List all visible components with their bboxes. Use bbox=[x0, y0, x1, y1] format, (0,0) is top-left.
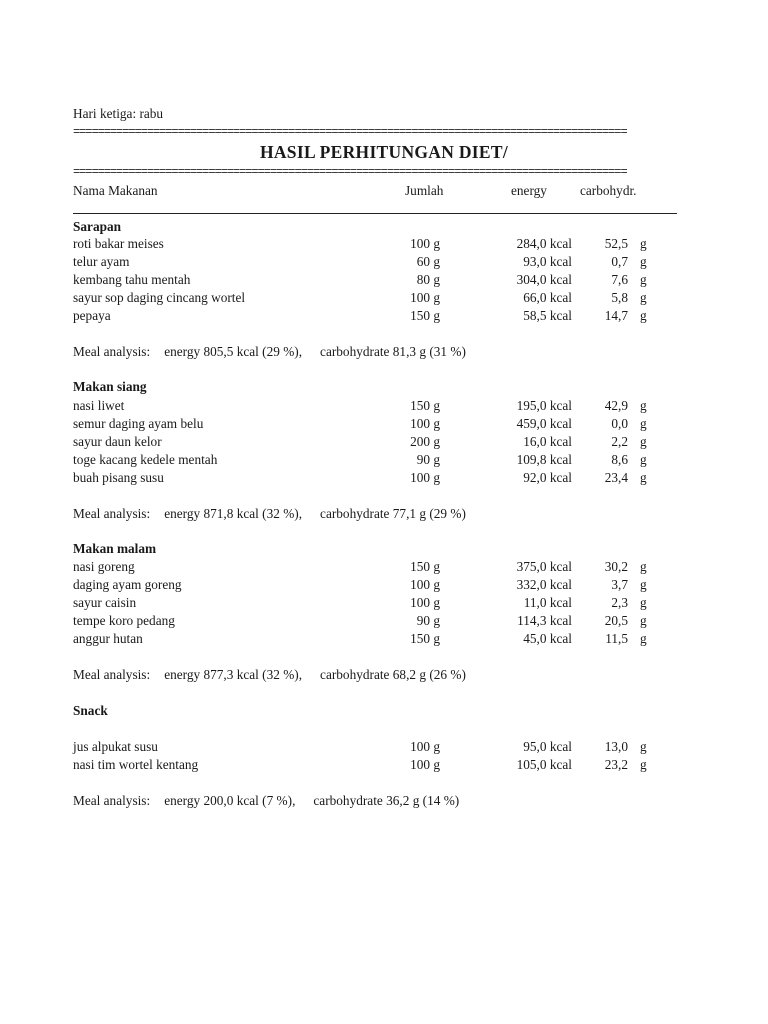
item-name: pepaya bbox=[73, 308, 111, 323]
item-name: nasi goreng bbox=[73, 559, 135, 574]
item-name: buah pisang susu bbox=[73, 470, 164, 485]
table-row bbox=[0, 397, 768, 415]
table-row bbox=[0, 235, 768, 253]
item-qty: 100 g bbox=[410, 739, 440, 754]
item-carb: 20,5 bbox=[604, 613, 628, 628]
item-carb: 42,9 bbox=[604, 398, 628, 413]
item-qty: 100 g bbox=[410, 416, 440, 431]
item-carb: 2,3 bbox=[611, 595, 628, 610]
item-unit: g bbox=[640, 398, 647, 413]
meal-analysis-carb: carbohydrate 68,2 g (26 %) bbox=[320, 667, 466, 682]
item-energy: 95,0 kcal bbox=[523, 739, 572, 754]
item-unit: g bbox=[640, 452, 647, 467]
item-qty: 100 g bbox=[410, 470, 440, 485]
item-qty: 150 g bbox=[410, 308, 440, 323]
item-energy: 45,0 kcal bbox=[523, 631, 572, 646]
meal-analysis-label: Meal analysis: bbox=[73, 344, 151, 359]
item-unit: g bbox=[640, 308, 647, 323]
table-row bbox=[0, 415, 768, 433]
section-title-snack: Snack bbox=[73, 703, 108, 718]
header-carb: carbohydr. bbox=[580, 183, 637, 198]
item-unit: g bbox=[640, 236, 647, 251]
table-row bbox=[0, 451, 768, 469]
item-name: sayur daun kelor bbox=[73, 434, 162, 449]
meal-analysis-energy: energy 877,3 kcal (32 %), bbox=[164, 667, 303, 682]
item-qty: 200 g bbox=[410, 434, 440, 449]
item-name: semur daging ayam belu bbox=[73, 416, 204, 431]
item-qty: 150 g bbox=[410, 398, 440, 413]
section-title-sarapan: Sarapan bbox=[73, 219, 122, 234]
section-title-makan-siang: Makan siang bbox=[73, 379, 147, 394]
item-carb: 11,5 bbox=[605, 631, 628, 646]
meal-analysis-label: Meal analysis: bbox=[73, 793, 151, 808]
meal-analysis-snack bbox=[73, 792, 459, 810]
item-energy: 109,8 kcal bbox=[516, 452, 572, 467]
item-name: nasi tim wortel kentang bbox=[73, 757, 199, 772]
meal-analysis-carb: carbohydrate 81,3 g (31 %) bbox=[320, 344, 466, 359]
item-unit: g bbox=[640, 757, 647, 772]
section-title-makan-malam: Makan malam bbox=[73, 541, 157, 556]
item-qty: 100 g bbox=[410, 595, 440, 610]
item-energy: 92,0 kcal bbox=[523, 470, 572, 485]
table-row bbox=[0, 630, 768, 648]
item-carb: 52,5 bbox=[604, 236, 628, 251]
table-row bbox=[0, 756, 768, 774]
table-row bbox=[0, 594, 768, 612]
item-name: daging ayam goreng bbox=[73, 577, 182, 592]
table-row bbox=[0, 558, 768, 576]
item-qty: 60 g bbox=[416, 254, 440, 269]
item-carb: 0,7 bbox=[611, 254, 628, 269]
item-unit: g bbox=[640, 272, 647, 287]
item-qty: 100 g bbox=[410, 757, 440, 772]
item-energy: 284,0 kcal bbox=[516, 236, 572, 251]
item-unit: g bbox=[640, 559, 647, 574]
item-unit: g bbox=[640, 290, 647, 305]
item-qty: 100 g bbox=[410, 290, 440, 305]
item-carb: 5,8 bbox=[611, 290, 628, 305]
meal-analysis-makan-malam bbox=[73, 666, 466, 684]
item-energy: 66,0 kcal bbox=[523, 290, 572, 305]
meal-analysis-carb: carbohydrate 77,1 g (29 %) bbox=[320, 506, 466, 521]
table-row bbox=[0, 612, 768, 630]
item-unit: g bbox=[640, 595, 647, 610]
table-row bbox=[0, 271, 768, 289]
table-row bbox=[0, 253, 768, 271]
item-energy: 195,0 kcal bbox=[516, 398, 572, 413]
item-unit: g bbox=[640, 254, 647, 269]
item-name: kembang tahu mentah bbox=[73, 272, 191, 287]
item-qty: 90 g bbox=[416, 613, 440, 628]
item-carb: 7,6 bbox=[611, 272, 628, 287]
item-name: jus alpukat susu bbox=[73, 739, 158, 754]
header-divider bbox=[73, 213, 677, 214]
item-energy: 93,0 kcal bbox=[523, 254, 572, 269]
header-qty: Jumlah bbox=[405, 183, 444, 198]
double-rule-top: ========================================================================================== bbox=[73, 127, 627, 137]
meal-analysis-sarapan bbox=[73, 343, 466, 361]
table-row bbox=[0, 738, 768, 756]
item-name: sayur sop daging cincang wortel bbox=[73, 290, 246, 305]
item-qty: 90 g bbox=[416, 452, 440, 467]
item-qty: 80 g bbox=[416, 272, 440, 287]
meal-analysis-energy: energy 805,5 kcal (29 %), bbox=[164, 344, 303, 359]
item-carb: 13,0 bbox=[604, 739, 628, 754]
day-label: Hari ketiga: rabu bbox=[73, 106, 164, 121]
item-energy: 304,0 kcal bbox=[516, 272, 572, 287]
meal-analysis-energy: energy 871,8 kcal (32 %), bbox=[164, 506, 303, 521]
table-header bbox=[0, 182, 768, 200]
item-unit: g bbox=[640, 613, 647, 628]
item-qty: 100 g bbox=[410, 577, 440, 592]
item-name: sayur caisin bbox=[73, 595, 137, 610]
meal-analysis-label: Meal analysis: bbox=[73, 506, 151, 521]
item-energy: 332,0 kcal bbox=[516, 577, 572, 592]
item-unit: g bbox=[640, 739, 647, 754]
item-energy: 58,5 kcal bbox=[523, 308, 572, 323]
item-energy: 459,0 kcal bbox=[516, 416, 572, 431]
item-qty: 150 g bbox=[410, 559, 440, 574]
item-carb: 8,6 bbox=[611, 452, 628, 467]
item-unit: g bbox=[640, 631, 647, 646]
item-energy: 114,3 kcal bbox=[517, 613, 572, 628]
item-unit: g bbox=[640, 434, 647, 449]
item-carb: 23,2 bbox=[604, 757, 628, 772]
item-unit: g bbox=[640, 470, 647, 485]
item-qty: 100 g bbox=[410, 236, 440, 251]
item-name: anggur hutan bbox=[73, 631, 143, 646]
meal-analysis-label: Meal analysis: bbox=[73, 667, 151, 682]
item-carb: 14,7 bbox=[604, 308, 628, 323]
document-title: HASIL PERHITUNGAN DIET/ bbox=[259, 142, 509, 162]
meal-analysis-makan-siang bbox=[73, 505, 466, 523]
item-energy: 105,0 kcal bbox=[516, 757, 572, 772]
item-carb: 30,2 bbox=[604, 559, 628, 574]
item-energy: 11,0 kcal bbox=[523, 595, 572, 610]
item-energy: 16,0 kcal bbox=[523, 434, 572, 449]
item-name: tempe koro pedang bbox=[73, 613, 175, 628]
item-name: nasi liwet bbox=[73, 398, 125, 413]
meal-analysis-carb: carbohydrate 36,2 g (14 %) bbox=[313, 793, 460, 808]
item-unit: g bbox=[640, 416, 647, 431]
item-unit: g bbox=[640, 577, 647, 592]
table-row bbox=[0, 433, 768, 451]
item-energy: 375,0 kcal bbox=[516, 559, 572, 574]
item-qty: 150 g bbox=[410, 631, 440, 646]
item-carb: 2,2 bbox=[611, 434, 628, 449]
table-row bbox=[0, 289, 768, 307]
header-energy: energy bbox=[511, 183, 547, 198]
item-name: telur ayam bbox=[73, 254, 130, 269]
item-name: roti bakar meises bbox=[73, 236, 164, 251]
double-rule-bottom: ========================================================================================== bbox=[73, 167, 627, 177]
table-row bbox=[0, 307, 768, 325]
item-name: toge kacang kedele mentah bbox=[73, 452, 218, 467]
meal-analysis-energy: energy 200,0 kcal (7 %), bbox=[164, 793, 296, 808]
table-row bbox=[0, 469, 768, 487]
item-carb: 0,0 bbox=[611, 416, 628, 431]
table-row bbox=[0, 576, 768, 594]
item-carb: 23,4 bbox=[604, 470, 628, 485]
header-name: Nama Makanan bbox=[73, 183, 158, 198]
item-carb: 3,7 bbox=[611, 577, 628, 592]
